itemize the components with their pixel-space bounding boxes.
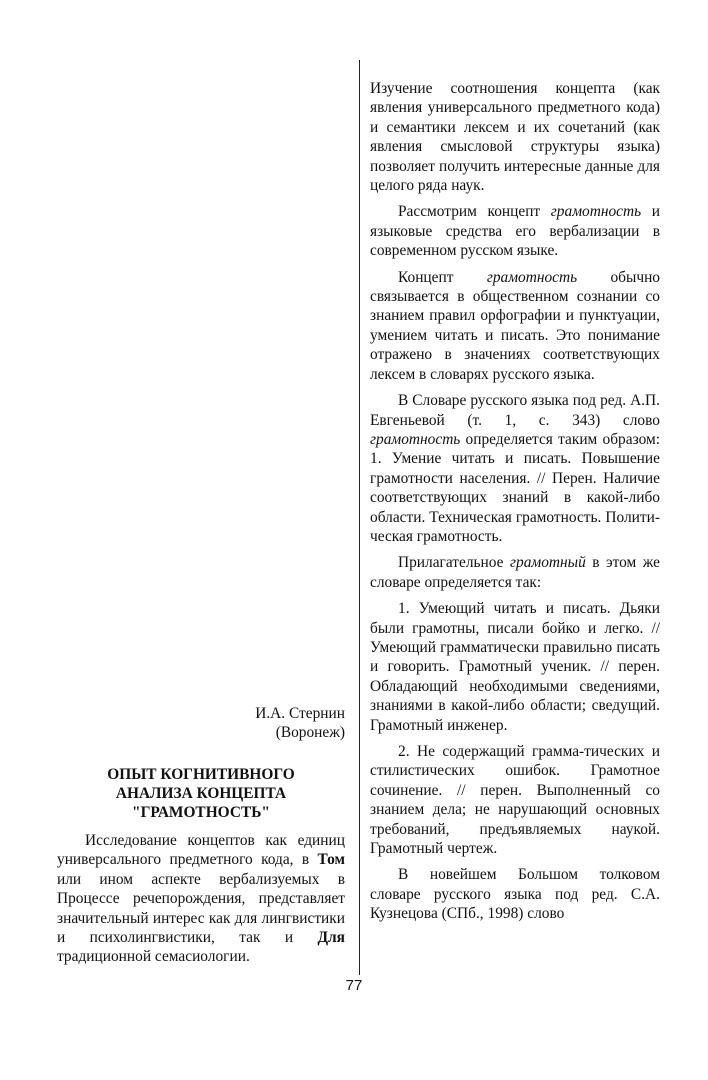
p4-text-a: В Словаре русского языка под ред. А.П. Евгеньевой (т. 1, с. 343) слово bbox=[370, 392, 660, 429]
author-block bbox=[57, 704, 345, 743]
paragraph-4 bbox=[370, 391, 660, 546]
p4-text-b: определяется таким образом: 1. Умение читать и писать. Повышение грамотности населения. // Перен. Наличие соответствующих знаний в какой-либо области. Техническая грамотность. Полити-ческая грамотность. bbox=[370, 430, 660, 545]
title-line-1: ОПЫТ КОГНИТИВНОГО bbox=[107, 766, 295, 783]
paragraph-3 bbox=[370, 268, 660, 384]
p5-text-a: Прилагательное bbox=[398, 554, 510, 572]
paragraph-6: 1. Умеющий читать и писать. Дьяки были грамотны, писали бойко и легко. // Умеющий грамматически правильно писать и говорить. Грамотный ученик. // перен. Обладающий необходимыми сведениями, знаниями в какой-либо области; сведущий. Грамотный инженер. bbox=[370, 600, 660, 734]
p4-term: грамотность bbox=[370, 430, 461, 448]
left-text-1: Исследование концептов как единиц универсального предметного кода, в bbox=[57, 832, 345, 869]
paragraph-5 bbox=[370, 553, 660, 592]
p2-text-a: Рассмотрим концепт bbox=[398, 203, 551, 221]
p5-term: грамотный bbox=[510, 554, 586, 572]
page-number: 77 bbox=[345, 977, 363, 994]
paragraph-8: В новейшем Большом толковом словаре русского языка под ред. С.А. Кузнецова (СПб., 1998) слово bbox=[370, 866, 660, 923]
p3-text-a: Концепт bbox=[398, 268, 487, 286]
title-line-3: "ГРАМОТНОСТЬ" bbox=[132, 804, 270, 821]
author-name: И.А. Стернин bbox=[255, 705, 345, 722]
left-paragraph bbox=[57, 831, 345, 967]
author-city: (Воронеж) bbox=[275, 724, 345, 742]
column-divider bbox=[359, 60, 360, 975]
left-text-2: или ином аспекте вербализуемых в Процессе речепорождения, представляет значительный интерес как для лингвистики и психолингвистики, так и bbox=[57, 870, 345, 947]
p3-term: грамотность bbox=[486, 268, 578, 286]
p2-text-b: и языковые средства его вербализации в современном русском языке. bbox=[370, 203, 660, 260]
title-line-2: АНАЛИЗА КОНЦЕПТА bbox=[115, 785, 287, 802]
p3-text-b: обычно связывается в общественном сознании со знанием правил орфографии и пунктуации, умением читать и писать. Это понимание отражено в значениях соответствующих лексем в словарях русского языка. bbox=[370, 268, 661, 383]
p2-term: грамотность bbox=[550, 203, 642, 221]
right-column-text bbox=[370, 79, 660, 931]
paragraph-2 bbox=[370, 202, 660, 260]
left-column-text bbox=[57, 831, 345, 967]
p5-text-b: в этом же словаре определяется так: bbox=[370, 554, 661, 591]
article-title bbox=[57, 765, 345, 822]
paragraph-1: Изучение соотношения концепта (как явления универсального предметного кода) и семантики лексем и их сочетаний (как явления смысловой структуры языка) позволяет получить интересные данные для целого ряда наук. bbox=[370, 80, 660, 195]
left-text-3: традиционной семасиологии. bbox=[57, 948, 250, 966]
left-bold-2: Для bbox=[317, 929, 345, 947]
paragraph-7: 2. Не содержащий грамма-тических и стилистических ошибок. Грамотное сочинение. // перен. Выполненный со знанием дела; не нарушающий основных требований, предъявляемых наукой. Грамотный чертеж. bbox=[370, 743, 660, 858]
left-bold-1: Том bbox=[317, 851, 345, 869]
